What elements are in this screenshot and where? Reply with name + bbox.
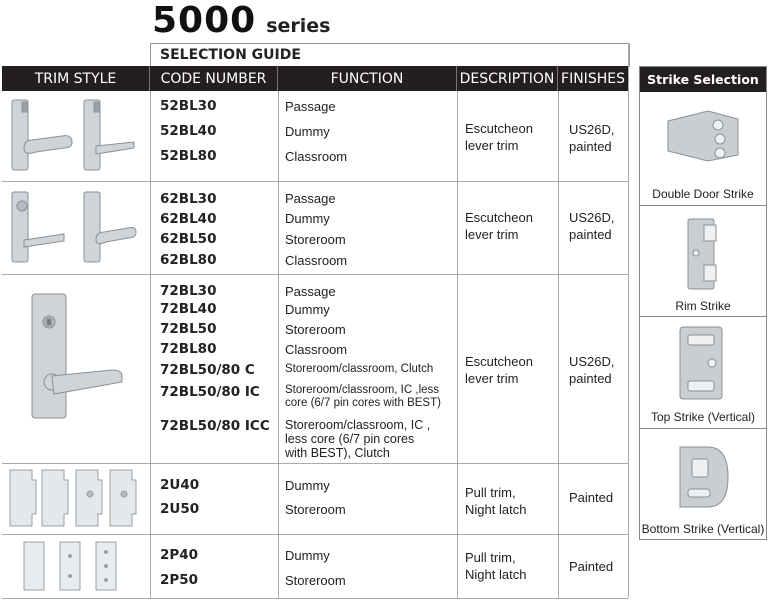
function-text: Dummy — [285, 478, 330, 493]
col-divider — [457, 91, 458, 598]
description-line: Escutcheon — [465, 121, 533, 136]
code-number: 2P40 — [160, 547, 199, 563]
description-line: Night latch — [465, 502, 527, 517]
strike-caption: Bottom Strike (Vertical) — [641, 522, 765, 536]
description-line: Escutcheon — [465, 354, 533, 369]
function-text: Classroom — [285, 342, 348, 357]
code-number: 52BL30 — [160, 98, 217, 114]
finishes-text — [569, 353, 615, 387]
description-line: lever trim — [465, 138, 519, 153]
code-number: 62BL40 — [160, 211, 217, 227]
code-number: 72BL50/80 ICC — [160, 418, 270, 434]
strike-selection-header: Strike Selection — [640, 67, 766, 92]
row-divider — [2, 534, 628, 535]
strike-divider — [640, 316, 766, 317]
col-divider — [278, 91, 279, 598]
description-text — [465, 353, 533, 387]
row-divider — [2, 181, 628, 182]
series-suffix: series — [266, 15, 331, 37]
finishes-line: US26D, — [569, 122, 615, 137]
col-divider — [150, 91, 151, 598]
finishes-line: painted — [569, 139, 612, 154]
strike-divider — [640, 428, 766, 429]
strike-divider — [640, 205, 766, 206]
finishes-line: painted — [569, 371, 612, 386]
lever-trim-52bl-image — [8, 96, 140, 176]
header-code-number: CODE NUMBER — [150, 66, 278, 91]
code-number: 2U50 — [160, 501, 200, 517]
code-number: 52BL80 — [160, 148, 217, 164]
top-strike-image — [678, 325, 728, 403]
code-number: 72BL50 — [160, 321, 217, 337]
header-trim-style: TRIM STYLE — [2, 66, 150, 91]
description-text — [465, 484, 526, 518]
code-number: 72BL30 — [160, 283, 217, 299]
code-number: 62BL30 — [160, 191, 217, 207]
function-text: Classroom — [285, 149, 348, 164]
header-description: DESCRIPTION — [457, 66, 558, 91]
bottom-strike-image — [678, 443, 732, 513]
description-text — [465, 120, 533, 154]
function-text: Storeroom — [285, 232, 346, 247]
pull-trim-2u-image — [6, 466, 142, 530]
function-text — [285, 418, 430, 460]
code-number: 72BL50/80 C — [160, 362, 255, 378]
function-text: Passage — [285, 99, 336, 114]
page-title — [152, 0, 330, 40]
strike-selection-panel — [639, 66, 767, 540]
strike-caption: Rim Strike — [675, 299, 731, 313]
double-door-strike-image — [666, 107, 742, 163]
finishes-text — [569, 209, 615, 243]
row-divider — [2, 463, 628, 464]
function-line: Storeroom/classroom, IC ,less — [285, 384, 440, 396]
function-line: less core (6/7 pin cores — [285, 432, 415, 446]
strike-caption: Top Strike (Vertical) — [650, 410, 756, 424]
rim-strike-image — [684, 217, 724, 293]
finishes-line: Painted — [569, 559, 614, 574]
row-divider — [2, 598, 628, 599]
selection-guide-label: SELECTION GUIDE — [160, 47, 301, 63]
finishes-text — [569, 558, 613, 575]
header-function: FUNCTION — [278, 66, 457, 91]
code-number: 72BL50/80 IC — [160, 384, 260, 400]
header-finishes: FINISHES — [558, 66, 628, 91]
function-text: Dummy — [285, 124, 330, 139]
description-line: lever trim — [465, 227, 519, 242]
function-text: Passage — [285, 191, 336, 206]
function-text: Dummy — [285, 211, 330, 226]
finishes-line: painted — [569, 227, 612, 242]
function-text: Storeroom/classroom, Clutch — [285, 363, 434, 375]
col-divider — [628, 43, 629, 598]
row-divider — [2, 274, 628, 275]
col-divider — [558, 91, 559, 598]
strike-caption: Double Door Strike — [652, 187, 754, 201]
finishes-text — [569, 121, 615, 155]
code-number: 72BL40 — [160, 301, 217, 317]
function-line: with BEST), Clutch — [285, 446, 390, 460]
finishes-line: Painted — [569, 490, 614, 505]
code-number: 2U40 — [160, 477, 200, 493]
description-line: Escutcheon — [465, 210, 533, 225]
function-line: core (6/7 pin cores with BEST) — [285, 397, 441, 409]
series-number: 5000 — [152, 0, 257, 41]
description-line: Night latch — [465, 567, 527, 582]
description-line: lever trim — [465, 371, 519, 386]
description-line: Pull trim, — [465, 550, 516, 565]
code-number: 2P50 — [160, 572, 199, 588]
function-text: Storeroom — [285, 322, 346, 337]
function-text: Classroom — [285, 253, 348, 268]
finishes-text — [569, 489, 613, 506]
lever-trim-72bl-image — [28, 292, 128, 422]
function-text: Passage — [285, 284, 336, 299]
description-line: Pull trim, — [465, 485, 516, 500]
description-text — [465, 549, 526, 583]
function-text: Dummy — [285, 302, 330, 317]
lever-trim-62bl-image — [8, 188, 140, 268]
function-text — [285, 384, 441, 410]
function-line: Storeroom/classroom, IC , — [285, 418, 431, 432]
finishes-line: US26D, — [569, 210, 615, 225]
function-text: Storeroom — [285, 573, 346, 588]
code-number: 52BL40 — [160, 123, 217, 139]
code-number: 62BL80 — [160, 252, 217, 268]
function-text: Dummy — [285, 548, 330, 563]
function-text: Storeroom — [285, 502, 346, 517]
code-number: 72BL80 — [160, 341, 217, 357]
finishes-line: US26D, — [569, 354, 615, 369]
push-plate-2p-image — [20, 538, 130, 594]
code-number: 62BL50 — [160, 231, 217, 247]
description-text — [465, 209, 533, 243]
